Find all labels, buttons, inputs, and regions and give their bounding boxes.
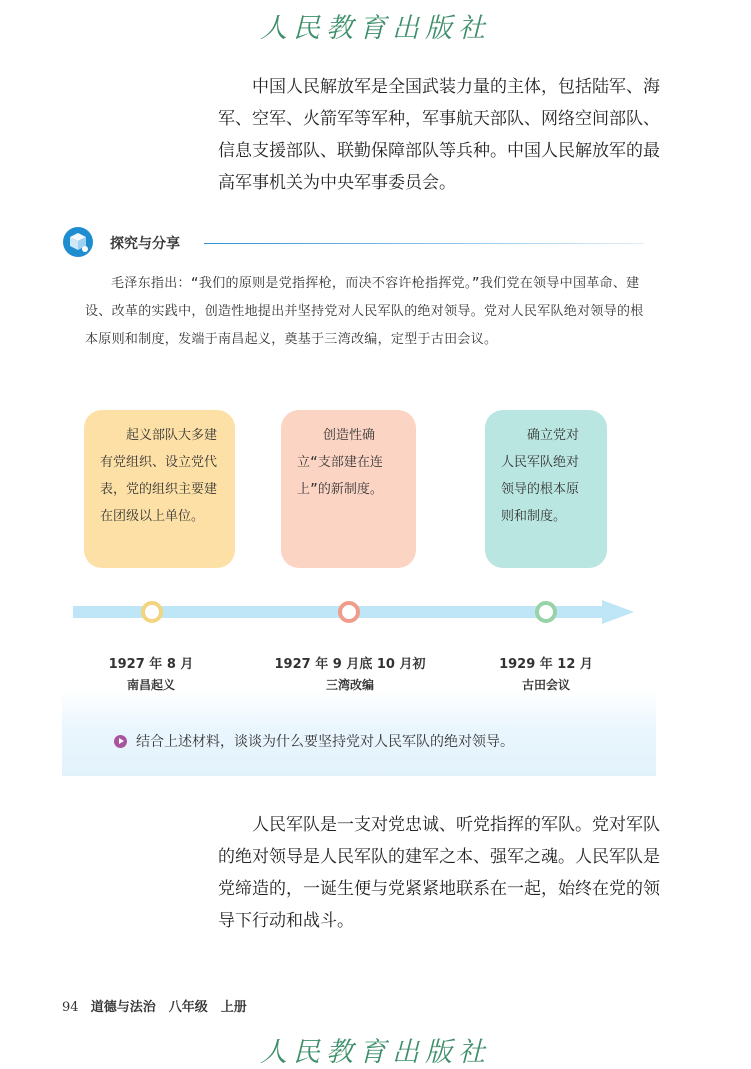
event-place: 古田会议 [521, 678, 570, 692]
intro-paragraph: 中国人民解放军是全国武装力量的主体，包括陆军、海军、空军、火箭军等军种，军事航天部队、网络空间部队、信息支援部队、联勤保障部队等兵种。中国人民解放军的最高军事机关为中央军事委员会。 [218, 77, 660, 193]
closing-paragraph: 人民军队是一支对党忠诚、听党指挥的军队。党对军队的绝对领导是人民军队的建军之本、强军之魂。人民军队是党缔造的，一诞生便与党紧紧地联系在一起，始终在党的领导下行动和战斗。 [218, 815, 660, 931]
timeline-box-sanwan: 创造性确立“支部建在连上”的新制度。 [281, 410, 416, 568]
publisher-logo: 人民教育出版社 [260, 13, 491, 44]
timeline-box-nanchang: 起义部队大多建有党组织、设立党代表，党的组织主要建在团级以上单位。 [84, 410, 235, 568]
book-title: 道德与法治 八年级 上册 [90, 1000, 247, 1015]
timeline-event-2 [255, 655, 445, 695]
timeline-marker-2 [338, 601, 360, 623]
event-date: 1927 年 8 月 [108, 657, 194, 672]
timeline-arrow-head [602, 600, 634, 624]
event-place: 三湾改编 [325, 678, 374, 692]
section-divider [204, 243, 644, 244]
event-place: 南昌起义 [126, 678, 175, 692]
timeline-event-1 [56, 655, 246, 695]
event-date: 1927 年 9 月底 10 月初 [274, 657, 426, 672]
page-footer [62, 996, 247, 1015]
timeline-marker-3 [535, 601, 557, 623]
timeline-event-3 [451, 655, 641, 695]
event-date: 1929 年 12 月 [499, 657, 593, 672]
discussion-question: 结合上述材料，谈谈为什么要坚持党对人民军队的绝对领导。 [136, 734, 514, 750]
section-title: 探究与分享 [110, 236, 180, 252]
play-bullet-icon [114, 735, 127, 748]
explore-share-icon [63, 227, 93, 257]
page-number: 94 [62, 1000, 79, 1015]
timeline-marker-1 [141, 601, 163, 623]
publisher-logo-bottom: 人民教育出版社 [260, 1037, 491, 1068]
timeline-box-gutian: 确立党对人民军队绝对领导的根本原则和制度。 [485, 410, 607, 568]
material-text: 毛泽东指出：“我们的原则是党指挥枪，而决不容许枪指挥党。”我们党在领导中国革命、建设、改革的实践中，创造性地提出并坚持党对人民军队的绝对领导。党对人民军队绝对领导的根本原则和制度，发端于南昌起义，奠基于三湾改编，定型于古田会议。 [85, 276, 644, 347]
